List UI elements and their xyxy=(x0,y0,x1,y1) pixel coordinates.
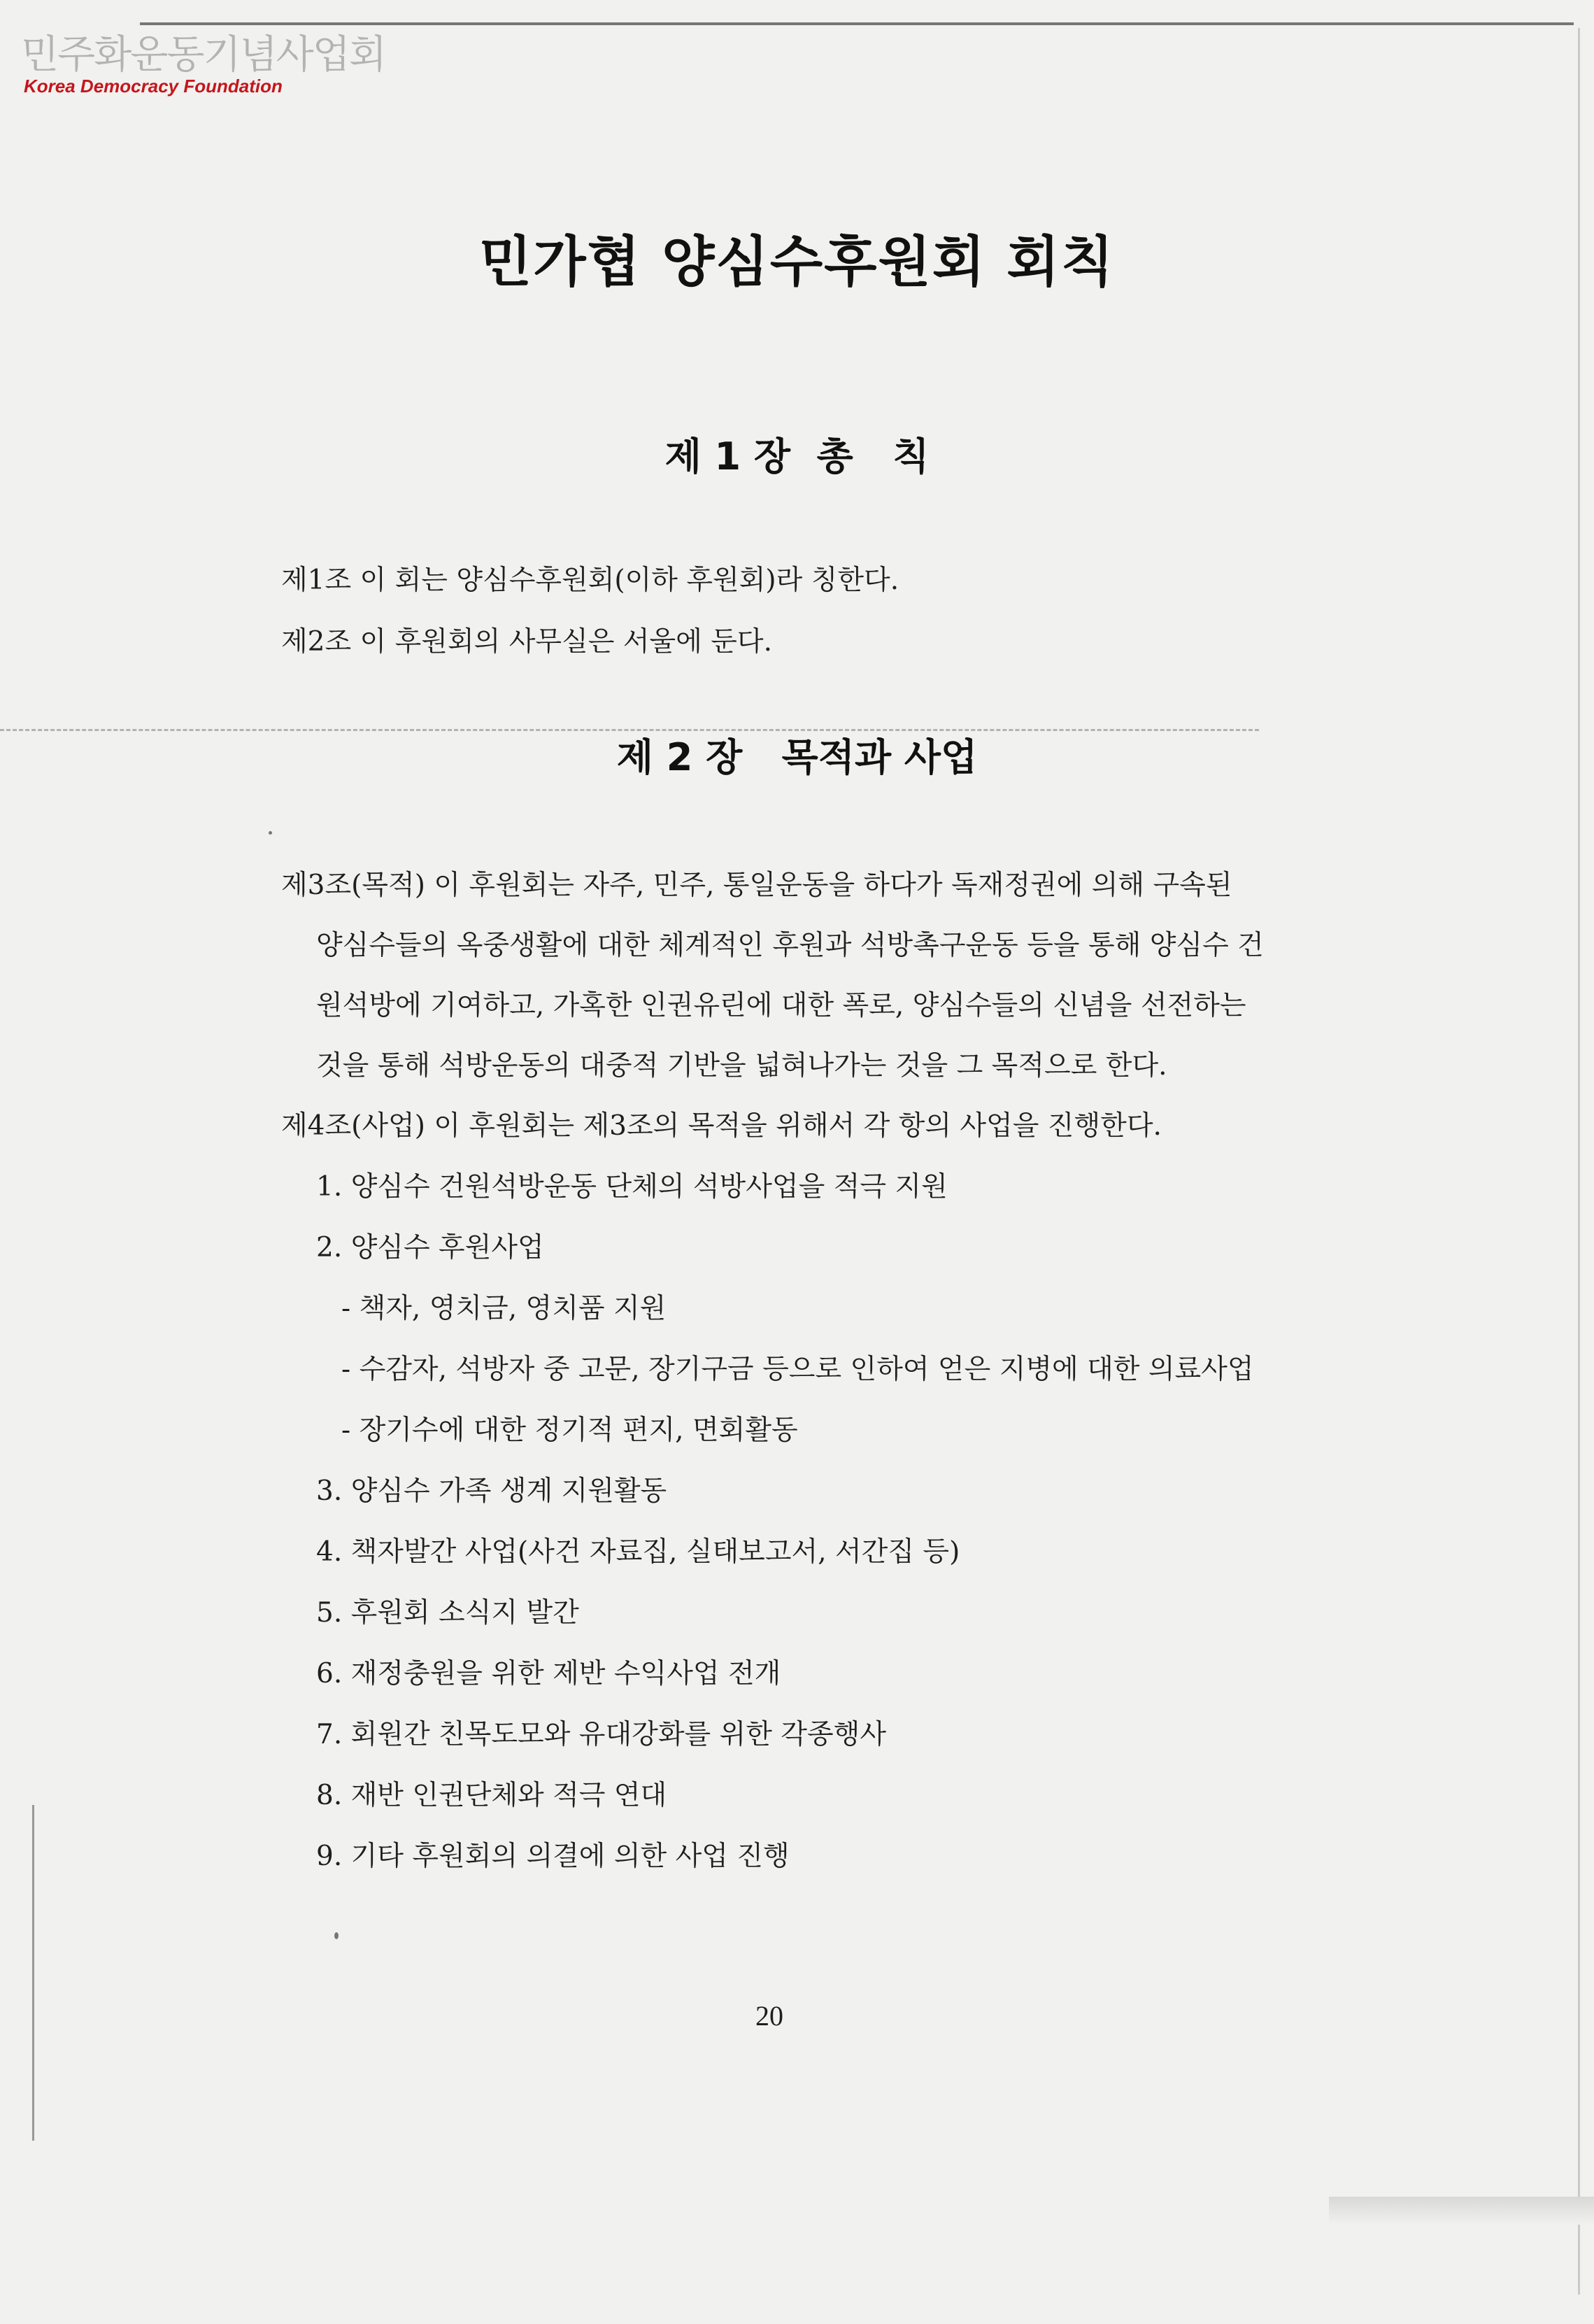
article-3-line: 원석방에 기여하고, 가혹한 인권유린에 대한 폭로, 양심수들의 신념을 선전하는 xyxy=(316,990,1246,1021)
article-3-line: 양심수들의 옥중생활에 대한 체계적인 후원과 석방촉구운동 등을 통해 양심수 건 xyxy=(316,930,1264,961)
article-4-intro: 제4조(사업) 이 후원회는 제3조의 목적을 위해서 각 항의 사업을 진행한다. xyxy=(281,1110,1162,1142)
scan-edge-right xyxy=(1578,28,1580,2295)
chapter-2-heading: 제 2 장 목적과 사업 xyxy=(616,735,978,779)
article-3-line: 제3조(목적) 이 후원회는 자주, 민주, 통일운동을 하다가 독재정권에 의해 구속된 xyxy=(281,870,1232,901)
scan-speck xyxy=(334,1932,339,1939)
article-4-item: 3. 양심수 가족 생계 지원활동 xyxy=(316,1475,667,1507)
foundation-logo xyxy=(21,21,385,98)
scan-edge-left xyxy=(32,1805,34,2141)
scan-speck xyxy=(269,831,272,835)
article-4-item: 6. 재정충원을 위한 제반 수익사업 전개 xyxy=(316,1658,781,1689)
article-4-item: 8. 재반 인권단체와 적극 연대 xyxy=(316,1780,667,1811)
article-4-item: 5. 후원회 소식지 발간 xyxy=(316,1597,579,1629)
article-1: 제1조 이 회는 양심수후원회(이하 후원회)라 칭한다. xyxy=(281,565,899,596)
article-4-item: 2. 양심수 후원사업 xyxy=(316,1232,544,1263)
article-4-subitem: - 책자, 영치금, 영치품 지원 xyxy=(341,1293,667,1324)
chapter-1-heading: 제 1 장 총 칙 xyxy=(664,434,930,479)
scan-shadow xyxy=(1329,2197,1594,2225)
logo-english-text: Korea Democracy Foundation xyxy=(24,76,283,97)
article-4-item: 1. 양심수 건원석방운동 단체의 석방사업을 적극 지원 xyxy=(316,1171,948,1203)
article-3-line: 것을 통해 석방운동의 대중적 기반을 넓혀나가는 것을 그 목적으로 한다. xyxy=(316,1050,1167,1082)
article-4-item: 9. 기타 후원회의 의결에 의한 사업 진행 xyxy=(316,1841,790,1872)
page-number: 20 xyxy=(755,2000,783,2032)
article-4-item: 7. 회원간 친목도모와 유대강화를 위한 각종행사 xyxy=(316,1719,887,1750)
document-title: 민가협 양심수후원회 회칙 xyxy=(478,231,1116,294)
article-4-subitem: - 수감자, 석방자 중 고문, 장기구금 등으로 인하여 얻은 지병에 대한 의료사업 xyxy=(341,1354,1254,1385)
article-4-subitem: - 장기수에 대한 정기적 편지, 면회활동 xyxy=(341,1415,798,1446)
article-2: 제2조 이 후원회의 사무실은 서울에 둔다. xyxy=(281,626,772,658)
logo-korean-text: 민주화운동기념사업회 xyxy=(21,32,385,78)
article-4-item: 4. 책자발간 사업(사건 자료집, 실태보고서, 서간집 등) xyxy=(316,1536,960,1568)
